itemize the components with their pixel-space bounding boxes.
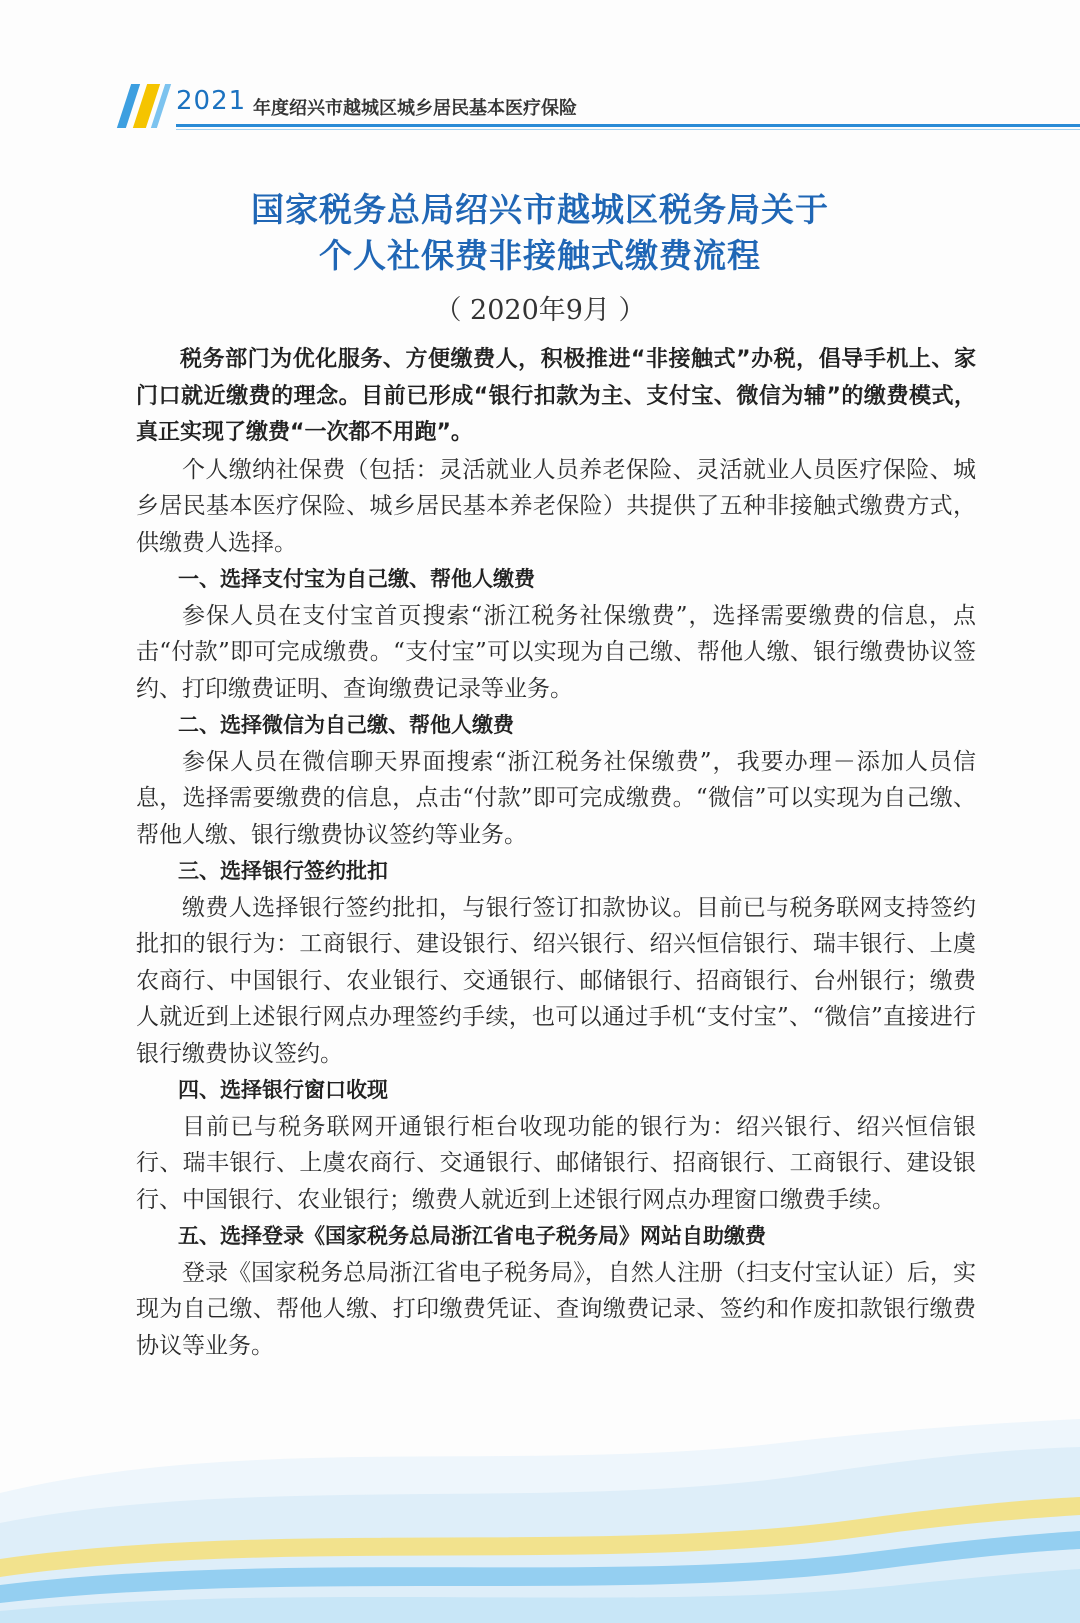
doc-title-line1: 国家税务总局绍兴市越城区税务局关于 (251, 190, 829, 229)
doc-title-line2: 个人社保费非接触式缴费流程 (319, 236, 761, 275)
scope-paragraph: 个人缴纳社保费（包括：灵活就业人员养老保险、灵活就业人员医疗保险、城乡居民基本医疗保险、城乡居民基本养老保险）共提供了五种非接触式缴费方式，供缴费人选择。 (136, 456, 976, 556)
section-heading-e-tax: 五、选择登录《国家税务总局浙江省电子税务局》网站自助缴费 (178, 1224, 766, 1248)
section-heading-alipay: 一、选择支付宝为自己缴、帮他人缴费 (178, 567, 535, 591)
page-header (0, 0, 1080, 140)
header-rule-thin (176, 129, 1080, 130)
section-body-alipay: 参保人员在支付宝首页搜索“浙江税务社保缴费”，选择需要缴费的信息，点击“付款”即可完成缴费。“支付宝”可以实现为自己缴、帮他人缴、银行缴费协议签约、打印缴费证明、查询缴费记录等业务。 (136, 602, 976, 702)
section-heading-wechat: 二、选择微信为自己缴、帮他人缴费 (178, 713, 514, 737)
section-body-wechat: 参保人员在微信聊天界面搜索“浙江税务社保缴费”，我要办理－添加人员信息，选择需要缴费的信息，点击“付款”即可完成缴费。“微信”可以实现为自己缴、帮他人缴、银行缴费协议签约等业务。 (136, 748, 976, 848)
header-title: 年度绍兴市越城区城乡居民基本医疗保险 (253, 98, 577, 119)
header-year: 2021 (176, 86, 247, 116)
intro-paragraph: 税务部门为优化服务、方便缴费人，积极推进“非接触式”办税，倡导手机上、家门口就近缴费的理念。目前已形成“银行扣款为主、支付宝、微信为辅”的缴费模式，真正实现了缴费“一次都不用跑”。 (136, 347, 976, 445)
header-rule (176, 124, 1080, 127)
section-heading-bank-counter: 四、选择银行窗口收现 (178, 1078, 388, 1102)
section-heading-bank-debit: 三、选择银行签约批扣 (178, 859, 388, 883)
doc-body (136, 342, 976, 1364)
section-body-bank-debit: 缴费人选择银行签约批扣，与银行签订扣款协议。目前已与税务联网支持签约批扣的银行为：工商银行、建设银行、绍兴银行、绍兴恒信银行、瑞丰银行、上虞农商行、中国银行、农业银行、交通银行、邮储银行、招商银行、台州银行；缴费人就近到上述银行网点办理签约手续，也可以通过手机“支付宝”、“微信”直接进行银行缴费协议签约。 (136, 894, 976, 1067)
doc-date: （ 2020年9月 ） (434, 295, 646, 326)
section-body-bank-counter: 目前已与税务联网开通银行柜台收现功能的银行为：绍兴银行、绍兴恒信银行、瑞丰银行、上虞农商行、交通银行、邮储银行、招商银行、工商银行、建设银行、中国银行、农业银行；缴费人就近到上述银行网点办理窗口缴费手续。 (136, 1113, 976, 1213)
section-body-e-tax: 登录《国家税务总局浙江省电子税务局》，自然人注册（扫支付宝认证）后，实现为自己缴、帮他人缴、打印缴费凭证、查询缴费记录、签约和作废扣款银行缴费协议等业务。 (136, 1259, 976, 1359)
decorative-waves (0, 1323, 1080, 1623)
